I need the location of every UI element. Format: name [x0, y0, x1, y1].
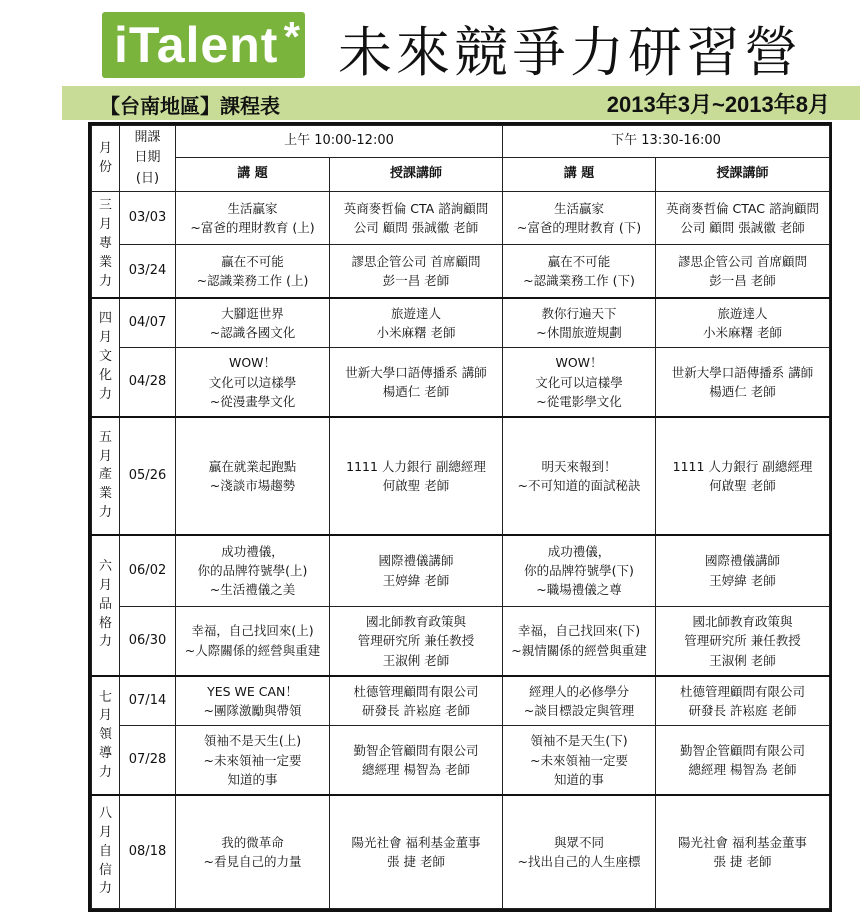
pm-topic: WOW！ 文化可以這樣學 ~從電影學文化 — [503, 348, 656, 418]
am-topic-header: 講 題 — [176, 158, 330, 192]
session-date: 06/30 — [120, 606, 176, 676]
session-date: 05/26 — [120, 417, 176, 534]
pm-topic: 幸福，自己找回來(下) ~親情關係的經營與重建 — [503, 606, 656, 676]
am-teacher: 杜德管理顧問有限公司 研發長 許崧庭 老師 — [330, 676, 503, 726]
pm-teacher: 國際禮儀講師 王婷緯 老師 — [656, 535, 830, 607]
pm-topic: 成功禮儀， 你的品牌符號學(下) ~職場禮儀之尊 — [503, 535, 656, 607]
pm-topic: 贏在不可能 ~認識業務工作 (下) — [503, 245, 656, 298]
table-row — [92, 535, 830, 607]
month-theme-label: 八 月 自 信 力 — [92, 795, 120, 908]
session-date: 04/07 — [120, 298, 176, 348]
am-teacher-header: 授課講師 — [330, 158, 503, 192]
pm-teacher: 1111 人力銀行 副總經理 何啟聖 老師 — [656, 417, 830, 534]
pm-topic: 經理人的必修學分 ~談目標設定與管理 — [503, 676, 656, 726]
session-date: 03/03 — [120, 192, 176, 245]
pm-teacher: 杜德管理顧問有限公司 研發長 許崧庭 老師 — [656, 676, 830, 726]
session-date: 08/18 — [120, 795, 176, 908]
table-row — [92, 298, 830, 348]
pm-topic: 領袖不是天生(下) ~未來領袖一定要 知道的事 — [503, 726, 656, 796]
session-date: 03/24 — [120, 245, 176, 298]
table-row — [92, 348, 830, 418]
logo-asterisk: * — [283, 13, 301, 60]
am-teacher: 謬思企管公司 首席顧問 彭一昌 老師 — [330, 245, 503, 298]
table-row — [92, 245, 830, 298]
morning-session-header: 上午 10:00-12:00 — [176, 126, 503, 158]
italent-logo — [102, 12, 305, 78]
pm-topic: 教你行遍天下 ~休閒旅遊規劃 — [503, 298, 656, 348]
schedule-body — [92, 192, 830, 909]
month-column-header: 月 份 — [92, 126, 120, 192]
am-teacher: 旅遊達人 小米麻糬 老師 — [330, 298, 503, 348]
session-date: 04/28 — [120, 348, 176, 418]
am-topic: 領袖不是天生(上) ~未來領袖一定要 知道的事 — [176, 726, 330, 796]
am-topic: 我的微革命 ~看見自己的力量 — [176, 795, 330, 908]
pm-teacher: 謬思企管公司 首席顧問 彭一昌 老師 — [656, 245, 830, 298]
month-theme-label: 三 月 專 業 力 — [92, 192, 120, 298]
date-range: 2013年3月~2013年8月 — [606, 92, 830, 117]
table-row — [92, 606, 830, 676]
am-topic: 生活贏家 ~富爸的理財教育 (上) — [176, 192, 330, 245]
am-teacher: 國北師教育政策與 管理研究所 兼任教授 王淑俐 老師 — [330, 606, 503, 676]
schedule-table — [91, 125, 830, 909]
month-theme-label: 五 月 產 業 力 — [92, 417, 120, 534]
am-teacher: 陽光社會 福利基金董事 張 捷 老師 — [330, 795, 503, 908]
pm-topic: 生活贏家 ~富爸的理財教育 (下) — [503, 192, 656, 245]
table-row — [92, 676, 830, 726]
table-row — [92, 417, 830, 534]
am-topic: 贏在不可能 ~認識業務工作 (上) — [176, 245, 330, 298]
pm-teacher: 勤智企管顧問有限公司 總經理 楊智為 老師 — [656, 726, 830, 796]
month-theme-label: 六 月 品 格 力 — [92, 535, 120, 676]
am-topic: 幸福，自己找回來(上) ~人際關係的經營與重建 — [176, 606, 330, 676]
pm-teacher-header: 授課講師 — [656, 158, 830, 192]
session-date: 06/02 — [120, 535, 176, 607]
session-date: 07/14 — [120, 676, 176, 726]
page-title: 未來競爭力研習營 — [338, 21, 802, 84]
session-date: 07/28 — [120, 726, 176, 796]
table-row — [92, 192, 830, 245]
am-teacher: 國際禮儀講師 王婷緯 老師 — [330, 535, 503, 607]
am-topic: 贏在就業起跑點 ~淺談市場趨勢 — [176, 417, 330, 534]
pm-teacher: 旅遊達人 小米麻糬 老師 — [656, 298, 830, 348]
logo-text: iTalent — [114, 17, 279, 73]
pm-topic: 明天來報到！ ~不可知道的面試秘訣 — [503, 417, 656, 534]
pm-teacher: 國北師教育政策與 管理研究所 兼任教授 王淑俐 老師 — [656, 606, 830, 676]
pm-topic-header: 講 題 — [503, 158, 656, 192]
pm-teacher: 陽光社會 福利基金董事 張 捷 老師 — [656, 795, 830, 908]
table-row — [92, 726, 830, 796]
month-theme-label: 四 月 文 化 力 — [92, 298, 120, 418]
am-teacher: 英商麥哲倫 CTA 諮詢顧問 公司 顧問 張誠徽 老師 — [330, 192, 503, 245]
am-teacher: 勤智企管顧問有限公司 總經理 楊智為 老師 — [330, 726, 503, 796]
region-schedule-title: 【台南地區】課程表 — [100, 94, 280, 118]
am-topic: YES WE CAN！ ~團隊激勵與帶領 — [176, 676, 330, 726]
pm-teacher: 英商麥哲倫 CTAC 諮詢顧問 公司 顧問 張誠徽 老師 — [656, 192, 830, 245]
am-topic: WOW！ 文化可以這樣學 ~從漫畫學文化 — [176, 348, 330, 418]
am-topic: 大腳逛世界 ~認識各國文化 — [176, 298, 330, 348]
table-row — [92, 795, 830, 908]
date-column-header: 開課 日期 (日) — [120, 126, 176, 192]
am-teacher: 世新大學口語傳播系 講師 楊迺仁 老師 — [330, 348, 503, 418]
pm-topic: 與眾不同 ~找出自己的人生座標 — [503, 795, 656, 908]
am-teacher: 1111 人力銀行 副總經理 何啟聖 老師 — [330, 417, 503, 534]
afternoon-session-header: 下午 13:30-16:00 — [503, 126, 830, 158]
schedule-table-frame — [88, 122, 832, 912]
pm-teacher: 世新大學口語傳播系 講師 楊迺仁 老師 — [656, 348, 830, 418]
month-theme-label: 七 月 領 導 力 — [92, 676, 120, 796]
am-topic: 成功禮儀， 你的品牌符號學(上) ~生活禮儀之美 — [176, 535, 330, 607]
